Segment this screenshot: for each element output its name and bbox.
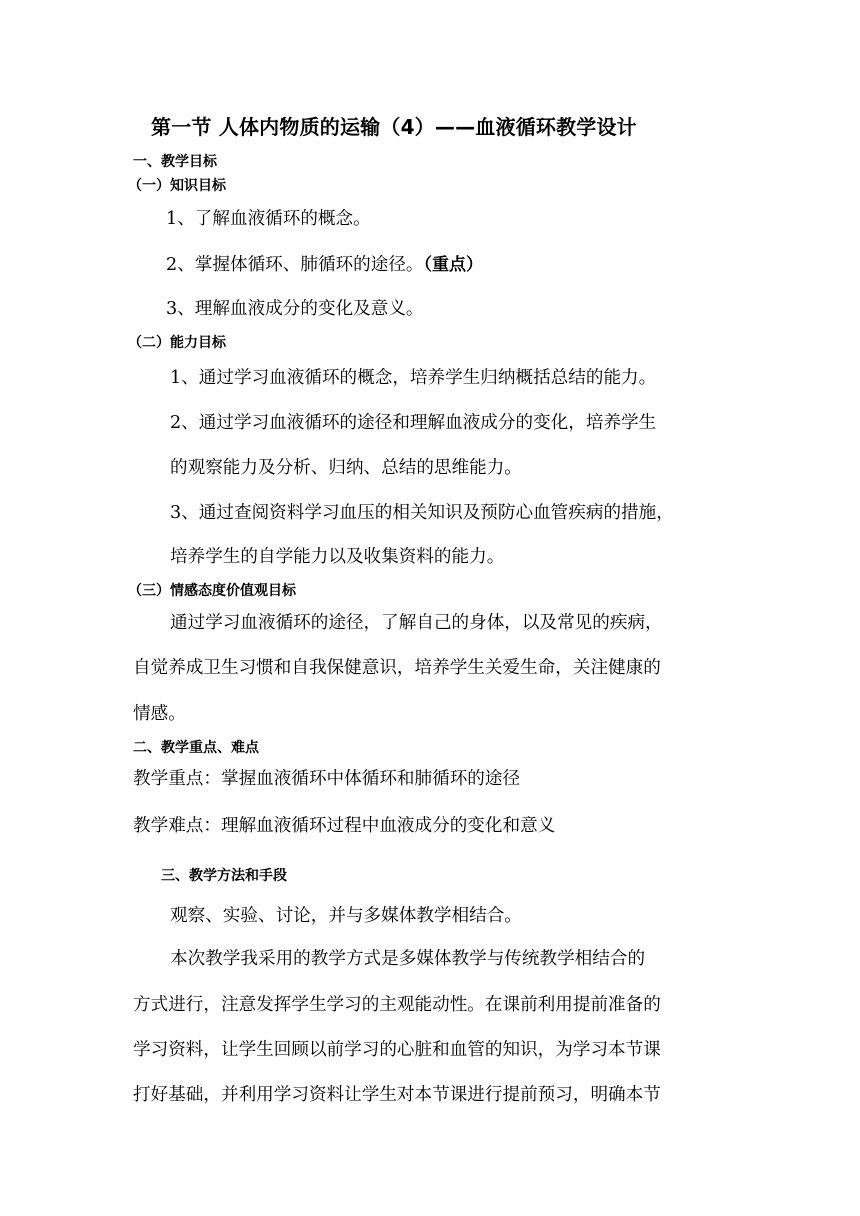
document-title: 第一节 人体内物质的运输（4）——血液循环教学设计 <box>151 115 637 139</box>
methods-paragraph-line-3: 学习资料，让学生回顾以前学习的心脏和血管的知识，为学习本节课 <box>133 1040 661 1060</box>
knowledge-item-3: 3、理解血液成分的变化及意义。 <box>166 299 424 319</box>
attitude-line-2: 自觉养成卫生习惯和自我保健意识，培养学生关爱生命，关注健康的 <box>133 658 661 678</box>
knowledge-item-2-text: 2、掌握体循环、肺循环的途径。 <box>166 255 424 275</box>
ability-item-3-line-1: 3、通过查阅资料学习血压的相关知识及预防心血管疾病的措施， <box>170 503 674 523</box>
ability-item-2-line-1: 2、通过学习血液循环的途径和理解血液成分的变化，培养学生 <box>170 413 657 433</box>
attitude-line-1: 通过学习血液循环的途径，了解自己的身体，以及常见的疾病， <box>170 613 663 633</box>
ability-item-3-line-2: 培养学生的自学能力以及收集资料的能力。 <box>170 547 505 567</box>
ability-item-2-line-2: 的观察能力及分析、归纳、总结的思维能力。 <box>170 458 522 478</box>
section-heading-key-points: 二、教学重点、难点 <box>133 740 259 756</box>
methods-line-1: 观察、实验、讨论，并与多媒体教学相结合。 <box>170 906 522 926</box>
section-heading-methods: 三、教学方法和手段 <box>161 868 287 884</box>
attitude-line-3: 情感。 <box>133 704 186 724</box>
methods-paragraph-line-1: 本次教学我采用的教学方式是多媒体教学与传统教学相结合的 <box>170 949 646 969</box>
subheading-knowledge-objectives: （一）知识目标 <box>128 178 226 194</box>
knowledge-item-2 <box>166 250 483 276</box>
section-heading-objectives: 一、教学目标 <box>133 154 217 170</box>
methods-paragraph-line-4: 打好基础，并利用学习资料让学生对本节课进行提前预习，明确本节 <box>133 1085 661 1105</box>
knowledge-item-1: 1、了解血液循环的概念。 <box>166 209 371 229</box>
methods-paragraph-line-2: 方式进行，注意发挥学生学习的主观能动性。在课前利用提前准备的 <box>133 995 661 1015</box>
key-point-tag: （重点） <box>423 255 484 275</box>
subheading-ability-objectives: （二）能力目标 <box>128 335 226 351</box>
teaching-difficulty: 教学难点：理解血液循环过程中血液成分的变化和意义 <box>133 816 556 836</box>
ability-item-1: 1、通过学习血液循环的概念，培养学生归纳概括总结的能力。 <box>170 368 657 388</box>
subheading-attitude-objectives: （三）情感态度价值观目标 <box>128 583 296 599</box>
teaching-focus: 教学重点：掌握血液循环中体循环和肺循环的途径 <box>133 769 521 789</box>
